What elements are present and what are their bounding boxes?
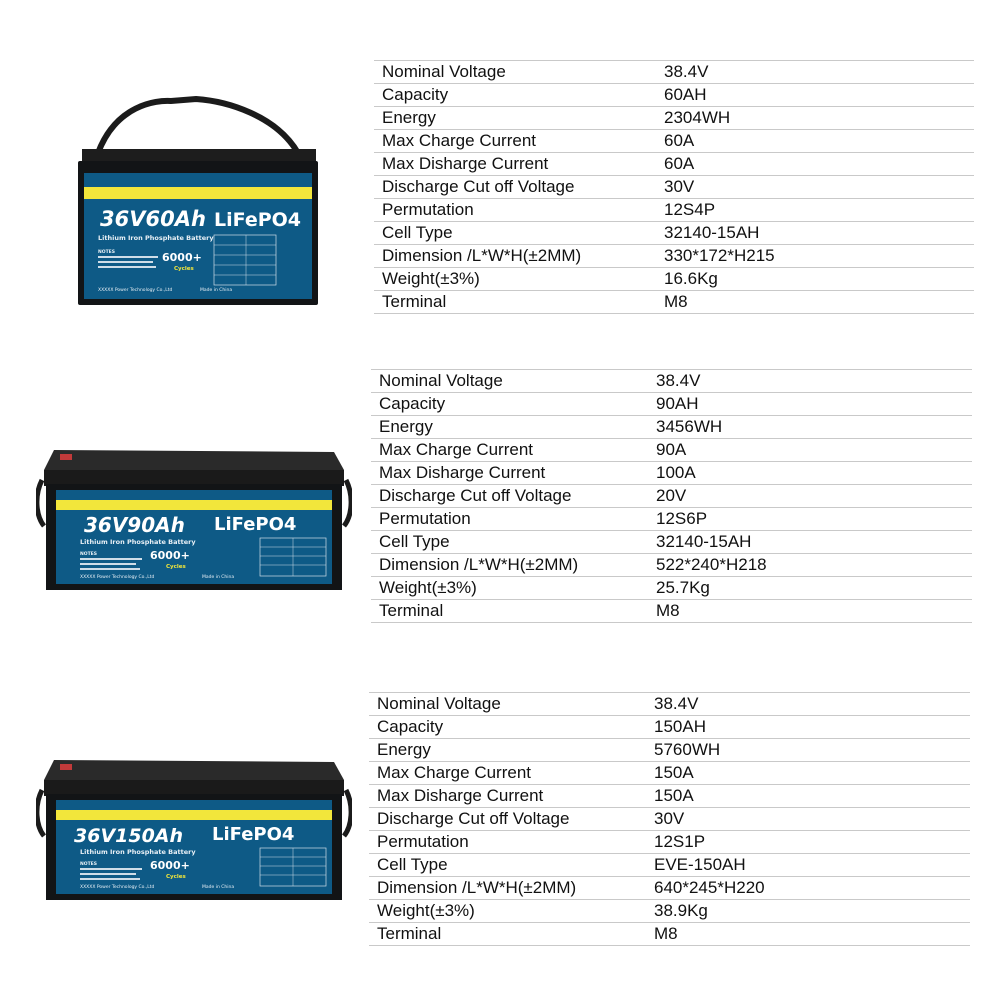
battery-chemistry-text: LiFePO4 [214,209,302,231]
spec-value: 12S4P [642,199,974,222]
battery-origin-text: Made in China [200,288,233,293]
spec-row [371,462,972,485]
spec-label: Capacity [374,84,642,107]
spec-row [374,222,974,245]
battery-image-90ah [36,446,352,592]
spec-row [374,84,974,107]
spec-label: Nominal Voltage [371,370,634,393]
battery-maker-text: XXXXX Power Technology Co.,Ltd [80,885,155,890]
battery-maker-text: XXXXX Power Technology Co.,Ltd [80,575,155,580]
spec-value: 60AH [642,84,974,107]
spec-label: Capacity [369,716,632,739]
spec-label: Discharge Cut off Voltage [374,176,642,199]
spec-label: Nominal Voltage [374,61,642,84]
spec-value: 150A [632,785,970,808]
spec-row [371,577,972,600]
spec-row [374,268,974,291]
spec-row [371,439,972,462]
battery-subtitle-text: Lithium Iron Phosphate Battery [98,234,214,242]
battery-chemistry-text: LiFePO4 [212,824,295,845]
spec-row [369,923,970,946]
spec-value: 640*245*H220 [632,877,970,900]
battery-model-text: 36V150Ah [74,825,184,847]
battery-subtitle-text: Lithium Iron Phosphate Battery [80,848,196,856]
spec-row [371,370,972,393]
spec-value: M8 [632,923,970,946]
spec-row [369,877,970,900]
battery-notes-label: NOTES [80,862,97,867]
spec-label: Max Disharge Current [371,462,634,485]
spec-row [369,808,970,831]
spec-label: Permutation [371,508,634,531]
spec-label: Energy [371,416,634,439]
spec-value: M8 [642,291,974,314]
spec-label: Max Charge Current [371,439,634,462]
spec-value: 32140-15AH [634,531,972,554]
spec-label: Permutation [369,831,632,854]
battery-cycles-label: Cycles [174,266,194,272]
spec-label: Weight(±3%) [374,268,642,291]
spec-value: 150A [632,762,970,785]
spec-label: Permutation [374,199,642,222]
spec-value: 30V [632,808,970,831]
spec-value: 38.9Kg [632,900,970,923]
battery-origin-text: Made in China [202,575,235,580]
spec-value: 90A [634,439,972,462]
spec-label: Weight(±3%) [369,900,632,923]
spec-value: 522*240*H218 [634,554,972,577]
battery-origin-text: Made in China [202,885,235,890]
spec-row [369,762,970,785]
spec-row [371,554,972,577]
spec-label: Terminal [374,291,642,314]
battery-cycles-value: 6000+ [150,859,190,872]
spec-value: 5760WH [632,739,970,762]
spec-label: Cell Type [371,531,634,554]
spec-value: 3456WH [634,416,972,439]
spec-value: 2304WH [642,107,974,130]
spec-value: EVE-150AH [632,854,970,877]
spec-value: 60A [642,130,974,153]
spec-row [371,531,972,554]
spec-label: Discharge Cut off Voltage [369,808,632,831]
spec-row [374,130,974,153]
spec-row [369,831,970,854]
spec-row [369,785,970,808]
spec-value: 12S1P [632,831,970,854]
spec-value: 60A [642,153,974,176]
spec-value: M8 [634,600,972,623]
spec-row [374,61,974,84]
spec-label: Weight(±3%) [371,577,634,600]
spec-value: 330*172*H215 [642,245,974,268]
spec-row [374,107,974,130]
spec-label: Energy [374,107,642,130]
spec-value: 150AH [632,716,970,739]
spec-row [369,854,970,877]
spec-value: 25.7Kg [634,577,972,600]
spec-row [371,485,972,508]
battery-model-text: 36V90Ah [84,513,185,537]
battery-notes-label: NOTES [98,250,115,255]
spec-label: Dimension /L*W*H(±2MM) [371,554,634,577]
spec-label: Cell Type [369,854,632,877]
spec-row [369,716,970,739]
spec-label: Max Charge Current [369,762,632,785]
spec-row [369,739,970,762]
spec-value: 12S6P [634,508,972,531]
battery-cycles-label: Cycles [166,874,186,880]
spec-value: 90AH [634,393,972,416]
battery-maker-text: XXXXX Power Technology Co.,Ltd [98,288,173,293]
spec-value: 30V [642,176,974,199]
battery-cycles-label: Cycles [166,564,186,570]
spec-row [374,176,974,199]
spec-value: 16.6Kg [642,268,974,291]
battery-cycles-value: 6000+ [150,549,190,562]
spec-value: 20V [634,485,972,508]
spec-label: Energy [369,739,632,762]
spec-label: Nominal Voltage [369,693,632,716]
spec-label: Max Disharge Current [374,153,642,176]
battery-subtitle-text: Lithium Iron Phosphate Battery [80,538,196,546]
battery-image-150ah [36,756,352,902]
spec-row [371,393,972,416]
spec-value: 100A [634,462,972,485]
battery-cycles-value: 6000+ [162,251,202,264]
spec-value: 38.4V [632,693,970,716]
spec-label: Dimension /L*W*H(±2MM) [369,877,632,900]
spec-row [374,153,974,176]
spec-row [371,600,972,623]
spec-label: Capacity [371,393,634,416]
spec-value: 38.4V [634,370,972,393]
spec-value: 38.4V [642,61,974,84]
spec-table-150ah [369,692,970,946]
spec-table-90ah [371,369,972,623]
spec-row [374,291,974,314]
spec-label: Dimension /L*W*H(±2MM) [374,245,642,268]
spec-label: Terminal [369,923,632,946]
spec-label: Discharge Cut off Voltage [371,485,634,508]
spec-row [369,900,970,923]
spec-label: Max Disharge Current [369,785,632,808]
spec-row [369,693,970,716]
spec-label: Terminal [371,600,634,623]
spec-row [374,245,974,268]
battery-image-60ah [76,95,320,310]
spec-row [371,508,972,531]
spec-label: Max Charge Current [374,130,642,153]
spec-value: 32140-15AH [642,222,974,245]
spec-label: Cell Type [374,222,642,245]
battery-notes-label: NOTES [80,552,97,557]
battery-model-text: 36V60Ah [100,207,206,231]
spec-row [374,199,974,222]
battery-chemistry-text: LiFePO4 [214,514,297,535]
spec-table-60ah [374,60,974,314]
spec-row [371,416,972,439]
